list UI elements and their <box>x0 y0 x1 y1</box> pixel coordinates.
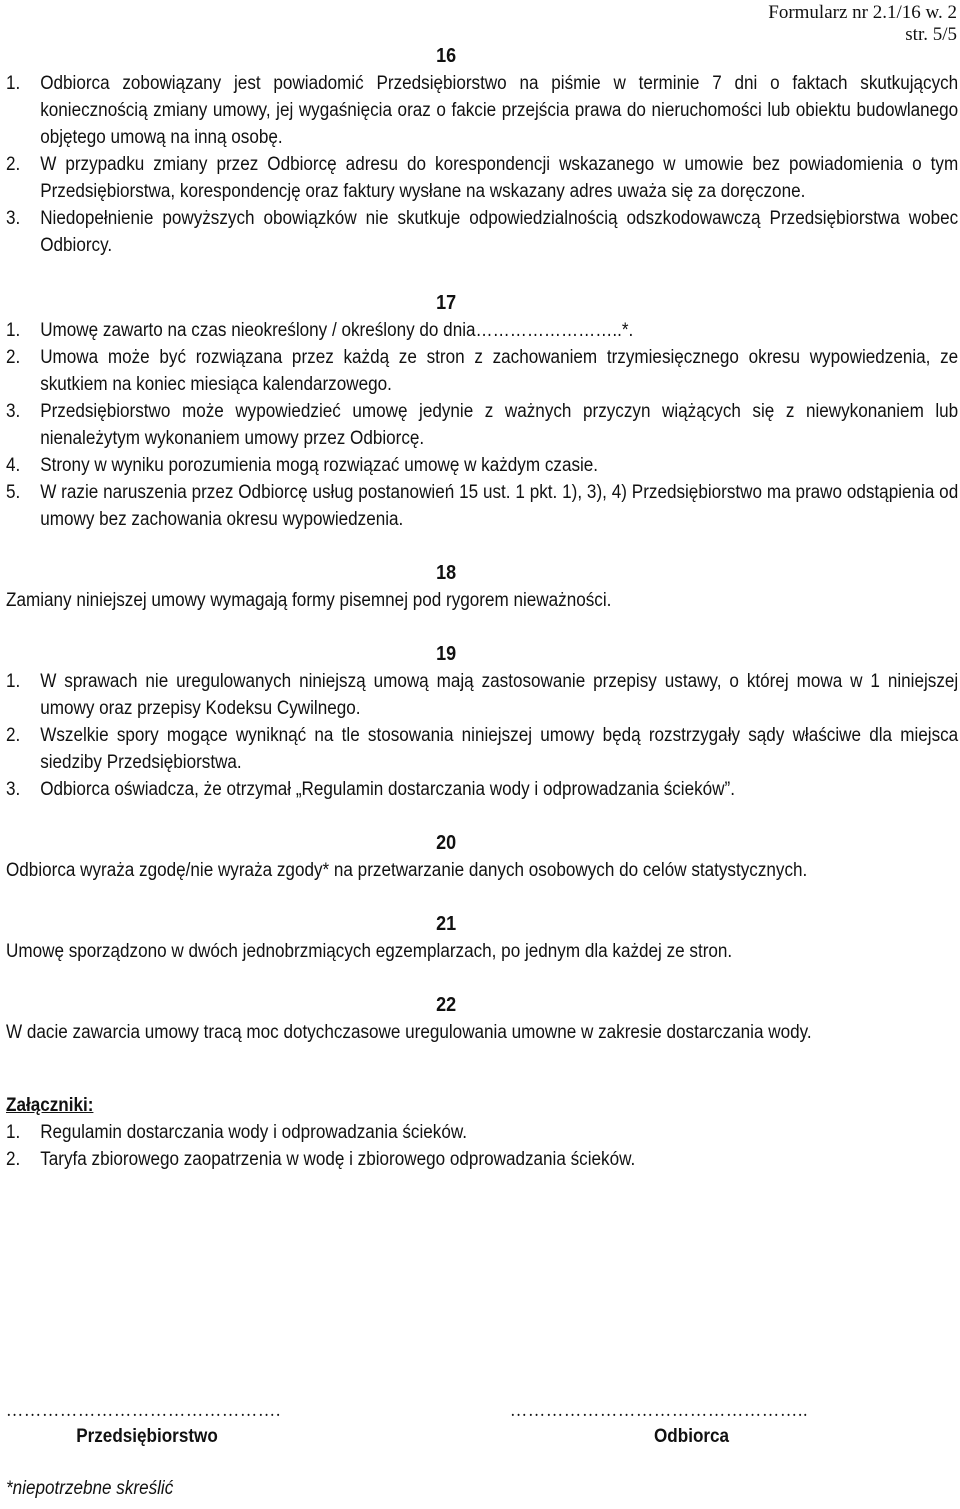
section-16-items <box>6 70 958 259</box>
signature-label-customer: Odbiorca <box>654 1426 730 1447</box>
list-item: 1. Odbiorca zobowiązany jest powiadomić Przedsiębiorstwo na piśmie w terminie 7 dni o faktach skutkujących koniecznością zmiany umowy, jej wygaśnięcia oraz o fakcie przejścia prawa do nieruchomości lub obiektu budowlanego objętego umową na inną osobę. <box>6 73 959 148</box>
section-22-heading: 22 <box>436 994 457 1016</box>
section-20-heading: 20 <box>436 832 457 854</box>
form-header <box>768 2 957 46</box>
attachments-list <box>6 1119 958 1173</box>
footnote: *niepotrzebne skreślić <box>6 1478 174 1499</box>
list-item: 2. Umowa może być rozwiązana przez każdą ze stron z zachowaniem trzymiesięcznego okresu wypowiedzenia, ze skutkiem na koniec miesiąca kalendarzowego. <box>6 347 959 395</box>
signature-left <box>6 1400 281 1448</box>
list-item: 1. Regulamin dostarczania wody i odprowadzania ścieków. <box>6 1122 467 1143</box>
signature-line: ………………………………………….. <box>510 1400 809 1421</box>
attachments-title: Załączniki: <box>6 1095 94 1116</box>
section-18-heading: 18 <box>436 562 457 584</box>
list-item: 4. Strony w wyniku porozumienia mogą rozwiązać umowę w każdym czasie. <box>6 455 599 476</box>
page-number: str. 5/5 <box>905 24 957 45</box>
section-17-items <box>6 317 958 533</box>
section-22-text: W dacie zawarcia umowy tracą moc dotychczasowe uregulowania umowne w zakresie dostarczania wody. <box>6 1022 812 1043</box>
list-item: 3. Odbiorca oświadcza, że otrzymał „Regulamin dostarczania wody i odprowadzania ścieków”. <box>6 779 735 800</box>
form-number: Formularz nr 2.1/16 w. 2 <box>768 2 957 23</box>
list-item: 2. Taryfa zbiorowego zaopatrzenia w wodę i zbiorowego odprowadzania ścieków. <box>6 1149 636 1170</box>
section-18-text: Zamiany niniejszej umowy wymagają formy pisemnej pod rygorem nieważności. <box>6 590 612 611</box>
section-16-heading: 16 <box>436 45 457 67</box>
list-item: 1. Umowę zawarto na czas nieokreślony / określony do dnia……………………..*. <box>6 320 634 341</box>
signature-label-company: Przedsiębiorstwo <box>76 1426 218 1447</box>
list-item: 5. W razie naruszenia przez Odbiorcę usług postanowień 15 ust. 1 pkt. 1), 3), 4) Przedsiębiorstwo ma prawo odstąpienia od umowy bez zachowania okresu wypowiedzenia. <box>6 482 959 530</box>
signature-right <box>510 1400 808 1448</box>
contract-body <box>6 42 958 1173</box>
list-item: 3. Przedsiębiorstwo może wypowiedzieć umowę jedynie z ważnych przyczyn wiążących się z niewykonaniem lub nienależytym wykonaniem umowy przez Odbiorcę. <box>6 401 959 449</box>
section-21-heading: 21 <box>436 913 457 935</box>
list-item: 1. W sprawach nie uregulowanych niniejszą umową mają zastosowanie przepisy ustawy, o której mowa w 1 niniejszej umowy oraz przepisy Kodeksu Cywilnego. <box>6 671 959 719</box>
section-20-text: Odbiorca wyraża zgodę/nie wyraża zgody* na przetwarzanie danych osobowych do celów statystycznych. <box>6 860 808 881</box>
list-item: 2. Wszelkie spory mogące wyniknąć na tle stosowania niniejszej umowy będą rozstrzygały sądy właściwe dla miejsca siedziby Przedsiębiorstwa. <box>6 725 959 773</box>
signature-line: ………………………………………. <box>6 1400 282 1421</box>
section-17-heading: 17 <box>436 292 457 314</box>
section-19-heading: 19 <box>436 643 457 665</box>
list-item: 3. Niedopełnienie powyższych obowiązków nie skutkuje odpowiedzialnością odszkodowawczą Przedsiębiorstwa wobec Odbiorcy. <box>6 208 959 256</box>
section-21-text: Umowę sporządzono w dwóch jednobrzmiących egzemplarzach, po jednym dla każdej ze stron. <box>6 941 733 962</box>
list-item: 2. W przypadku zmiany przez Odbiorcę adresu do korespondencji wskazanego w umowie bez powiadomienia o tym Przedsiębiorstwa, korespondencję oraz faktury wysłane na wskazany adres uważa się za doręczone. <box>6 154 959 202</box>
section-19-items <box>6 668 958 803</box>
